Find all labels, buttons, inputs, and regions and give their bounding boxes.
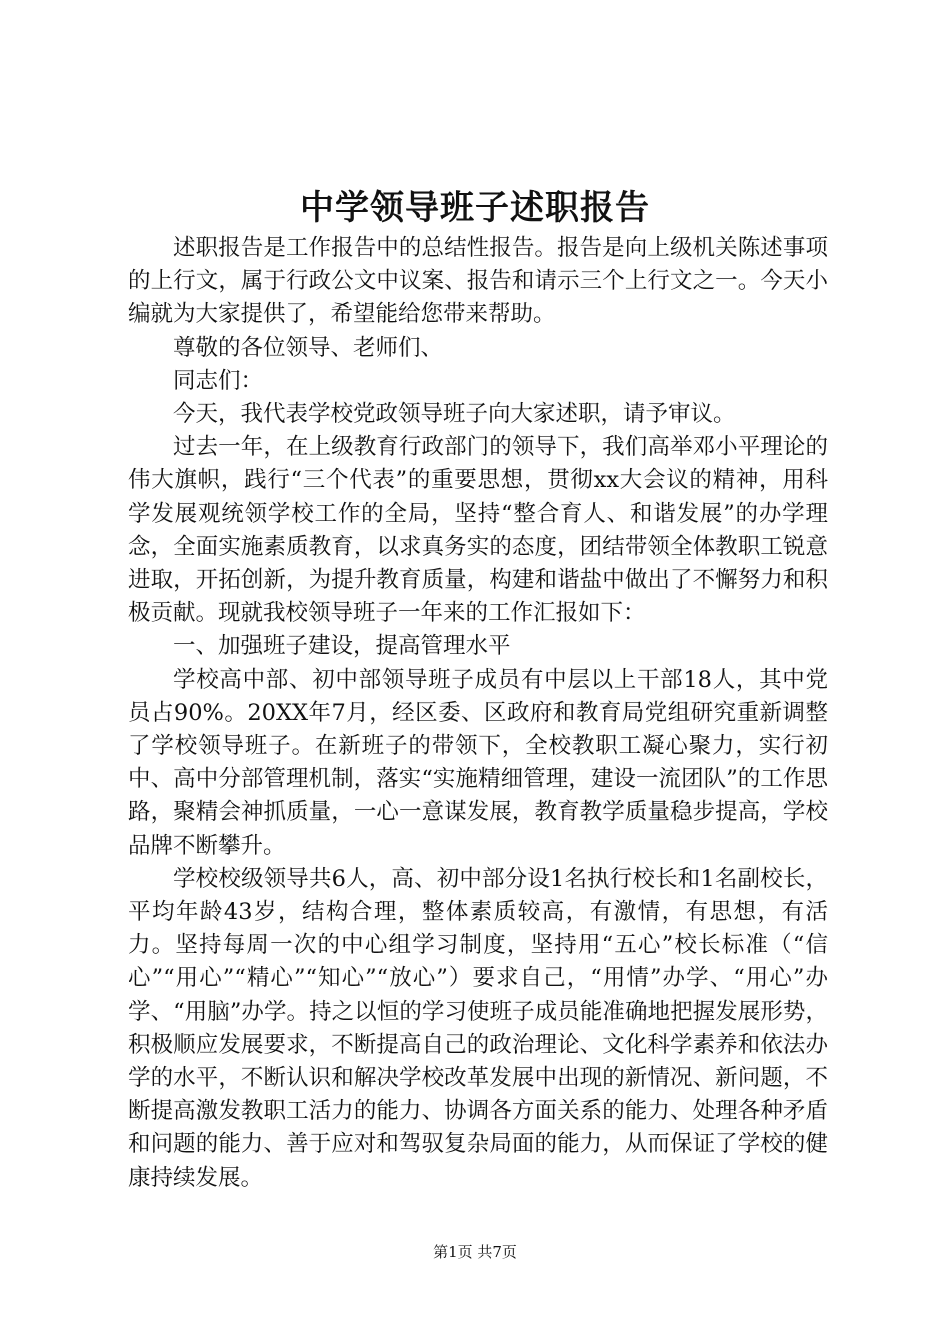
document-body (128, 232, 828, 1195)
paragraph-past-year: 过去一年，在上级教育行政部门的领导下，我们高举邓小平理论的伟大旗帜，践行“三个代表”的重要思想，贯彻xx大会议的精神，用科学发展观统领学校工作的全局，坚持“整合育人、和谐发展”的办学理念，全面实施素质教育，以求真务实的态度，团结带领全体教职工锐意进取，开拓创新，为提升教育质量，构建和谐盐中做出了不懈努力和积极贡献。现就我校领导班子一年来的工作汇报如下： (128, 434, 828, 627)
document-title: 中学领导班子述职报告 (300, 188, 650, 228)
paragraph-team-members: 学校高中部、初中部领导班子成员有中层以上干部18人，其中党员占90%。20XX年7月，经区委、区政府和教育局党组研究重新调整了学校领导班子。在新班子的带领下，全校教职工凝心聚力，实行初中、高中分部管理机制，落实“实施精细管理，建设一流团队”的工作思路，聚精会神抓质量，一心一意谋发展，教育教学质量稳步提高，学校品牌不断攀升。 (128, 666, 828, 859)
paragraph-salutation: 尊敬的各位领导、老师们、 (173, 334, 444, 361)
paragraph-school-leaders: 学校校级领导共6人，高、初中部分设1名执行校长和1名副校长，平均年龄43岁，结构合理，整体素质较高，有激情，有思想，有活力。坚持每周一次的中心组学习制度，坚持用“五心”校长标准（“信心”“用心”“精心”“知心”“放心”）要求自己，“用情”办学、“用心”办学、“用脑”办学。持之以恒的学习使班子成员能准确地把握发展形势，积极顺应发展要求，不断提高自己的政治理论、文化科学素养和依法办学的水平，不断认识和解决学校改革发展中出现的新情况、新问题，不断提高激发教职工活力的能力、协调各方面关系的能力、处理各种矛盾和问题的能力、善于应对和驾驭复杂局面的能力，从而保证了学校的健康持续发展。 (128, 865, 828, 1191)
page-footer: 第1页 共7页 (433, 1243, 517, 1261)
paragraph-comrades: 同志们： (173, 367, 264, 394)
paragraph-opening: 今天，我代表学校党政领导班子向大家述职，请予审议。 (173, 401, 736, 428)
section-heading-1: 一、加强班子建设，提高管理水平 (173, 633, 511, 660)
paragraph-intro: 述职报告是工作报告中的总结性报告。报告是向上级机关陈述事项的上行文，属于行政公文中议案、报告和请示三个上行文之一。今天小编就为大家提供了，希望能给您带来帮助。 (128, 235, 828, 328)
